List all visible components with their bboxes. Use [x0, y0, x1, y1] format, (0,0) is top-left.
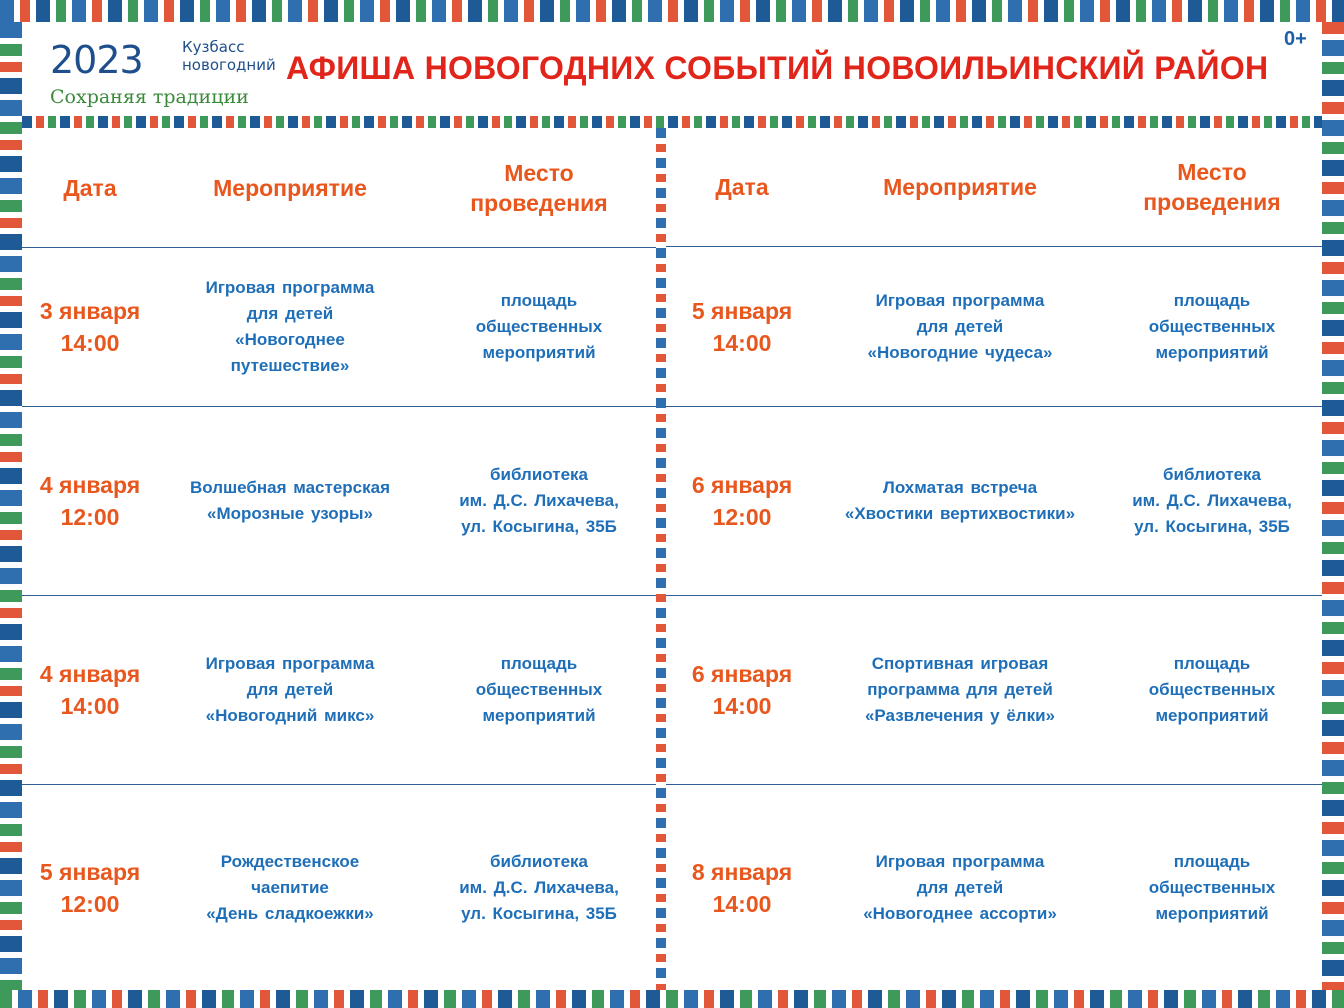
- table-row: [666, 407, 1322, 596]
- event-date: 4 января 14:00: [39, 661, 141, 719]
- event-place: площадь общественных мероприятий: [1148, 654, 1276, 725]
- table-header-row: [666, 128, 1322, 247]
- event-title: Спортивная игровая программа для детей «Развлечения у ёлки»: [864, 654, 1056, 725]
- schedule-table-right: [666, 128, 1322, 990]
- decorative-border-header: [22, 116, 1322, 128]
- table-header-row: [22, 128, 656, 248]
- table-row: [22, 596, 656, 785]
- logo-slogan: Сохраняя традиции: [50, 86, 249, 108]
- page-header: [22, 22, 1322, 116]
- column-header-event: Мероприятие: [213, 174, 367, 201]
- decorative-border-bottom: [0, 990, 1344, 1008]
- event-place: площадь общественных мероприятий: [1148, 851, 1276, 923]
- event-date: 5 января 12:00: [39, 858, 141, 917]
- event-date: 3 января 14:00: [39, 298, 141, 356]
- age-rating-badge: 0+: [1284, 28, 1307, 50]
- event-place: площадь общественных мероприятий: [475, 654, 603, 725]
- decorative-border-right: [1322, 22, 1344, 990]
- event-title: Рождественское чаепитие «День сладкоежки»: [206, 851, 374, 923]
- table-row: [22, 785, 656, 990]
- event-title: Игровая программа для детей «Новогоднее путешествие»: [205, 278, 375, 375]
- event-title: Игровая программа для детей «Новогодний микс»: [205, 654, 375, 725]
- page-title: АФИША НОВОГОДНИХ СОБЫТИЙ НОВОИЛЬИНСКИЙ РАЙОН: [286, 50, 1269, 86]
- event-place: площадь общественных мероприятий: [1148, 290, 1276, 362]
- event-place: площадь общественных мероприятий: [475, 291, 603, 362]
- event-place: библиотека им. Д.С. Лихачева, ул. Косыгина, 35Б: [1132, 465, 1292, 536]
- decorative-border-divider: [656, 128, 666, 990]
- event-date: 8 января 14:00: [691, 858, 793, 917]
- schedule-table-left: [22, 128, 656, 990]
- table-row: [666, 247, 1322, 407]
- event-date: 4 января 12:00: [39, 472, 141, 530]
- event-date: 6 января 14:00: [691, 661, 793, 719]
- event-title: Игровая программа для детей «Новогодние чудеса»: [867, 290, 1053, 362]
- table-row: [666, 785, 1322, 990]
- decorative-border-left: [0, 22, 22, 990]
- decorative-border-top: [0, 0, 1344, 22]
- column-header-place: Место проведения: [1143, 159, 1281, 215]
- event-title: Волшебная мастерская «Морозные узоры»: [189, 478, 391, 523]
- event-date: 6 января 12:00: [691, 472, 793, 530]
- event-place: библиотека им. Д.С. Лихачева, ул. Косыгина, 35Б: [459, 465, 619, 536]
- logo-year: 2023: [50, 38, 143, 82]
- column-header-date: Дата: [63, 174, 117, 201]
- event-place: библиотека им. Д.С. Лихачева, ул. Косыгина, 35Б: [459, 851, 619, 923]
- event-title: Игровая программа для детей «Новогоднее ассорти»: [863, 851, 1057, 923]
- kuzbass-logo: [46, 34, 286, 106]
- logo-region: Кузбасс новогодний: [182, 38, 276, 74]
- table-row: [22, 248, 656, 407]
- event-title: Лохматая встреча «Хвостики вертихвостики»: [844, 478, 1076, 523]
- column-header-place: Место проведения: [470, 159, 608, 216]
- column-header-event: Мероприятие: [883, 174, 1037, 200]
- table-row: [22, 407, 656, 596]
- column-header-date: Дата: [715, 174, 769, 200]
- event-date: 5 января 14:00: [691, 297, 793, 356]
- table-row: [666, 596, 1322, 785]
